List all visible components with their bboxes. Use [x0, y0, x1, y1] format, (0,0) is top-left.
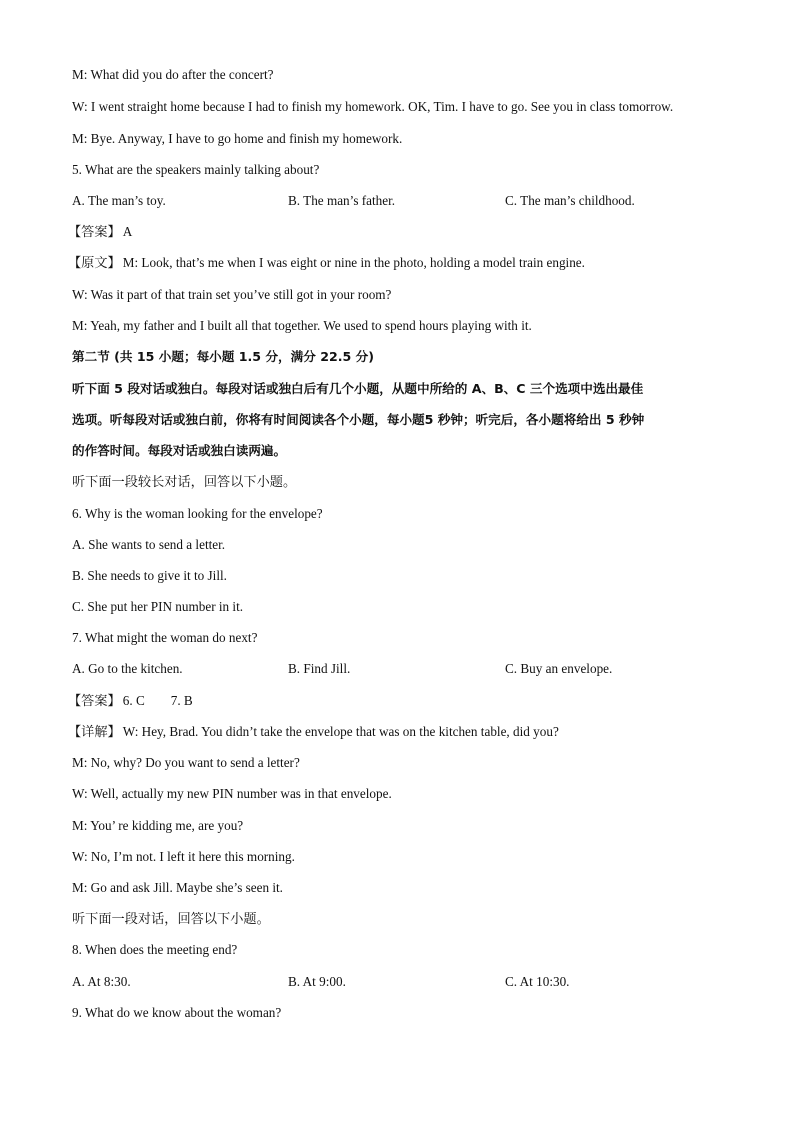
option-8b: B. At 9:00. [288, 974, 346, 989]
instruction-line: 选项。听每段对话或独白前，你将有时间阅读各个小题，每小题5 秒钟；听完后，各小题将给出 5 秒钟 [72, 412, 645, 427]
instruction-line: 的作答时间。每段对话或独白读两遍。 [72, 443, 287, 458]
question-7: 7. What might the woman do next? [72, 630, 258, 645]
answer-7: 7. B [170, 693, 193, 708]
option-8c: C. At 10:30. [505, 974, 570, 989]
option-7a: A. Go to the kitchen. [72, 661, 183, 676]
dialogue-line: M: Bye. Anyway, I have to go home and finish my homework. [72, 131, 403, 146]
detail-line: W: Hey, Brad. You didn’t take the envelope that was on the kitchen table, did you? [122, 724, 559, 739]
listening-prompt: 听下面一段较长对话，回答以下小题。 [72, 474, 297, 489]
instruction-line: 听下面 5 段对话或独白。每段对话或独白后有几个小题，从题中所给的 A、B、C 三个选项中选出最佳 [72, 381, 644, 396]
answer-label: 【答案】 [68, 693, 121, 708]
detail-text [68, 724, 559, 740]
section-heading: 第二节 (共 15 小题；每小题 1.5 分，满分 22.5 分) [72, 349, 375, 364]
option-5a: A. The man’s toy. [72, 193, 166, 208]
option-6b: B. She needs to give it to Jill. [72, 568, 227, 583]
question-8: 8. When does the meeting end? [72, 942, 238, 957]
dialogue-line: M: Go and ask Jill. Maybe she’s seen it. [72, 880, 283, 895]
dialogue-line: M: You’ re kidding me, are you? [72, 818, 244, 833]
listening-prompt: 听下面一段对话，回答以下小题。 [72, 911, 270, 926]
question-9: 9. What do we know about the woman? [72, 1005, 282, 1020]
option-8a: A. At 8:30. [72, 974, 131, 989]
dialogue-line: M: What did you do after the concert? [72, 67, 274, 82]
dialogue-line: M: Yeah, my father and I built all that together. We used to spend hours playing with it. [72, 318, 532, 333]
option-7c: C. Buy an envelope. [505, 661, 613, 676]
original-text [68, 255, 585, 271]
question-5: 5. What are the speakers mainly talking about? [72, 162, 320, 177]
dialogue-line: W: Was it part of that train set you’ve still got in your room? [72, 287, 392, 302]
answer-value: A [122, 224, 133, 239]
option-6c: C. She put her PIN number in it. [72, 599, 244, 614]
detail-label: 【详解】 [68, 724, 121, 739]
dialogue-line: W: I went straight home because I had to finish my homework. OK, Tim. I have to go. See you in class tomorrow. [72, 99, 674, 114]
original-line: M: Look, that’s me when I was eight or nine in the photo, holding a model train engine. [122, 255, 585, 270]
answer-5 [68, 224, 132, 240]
dialogue-line: W: No, I’m not. I left it here this morning. [72, 849, 295, 864]
option-7b: B. Find Jill. [288, 661, 351, 676]
option-6a: A. She wants to send a letter. [72, 537, 226, 552]
option-5b: B. The man’s father. [288, 193, 396, 208]
dialogue-line: W: Well, actually my new PIN number was in that envelope. [72, 786, 392, 801]
answer-6-7 [68, 693, 193, 709]
answer-6: 6. C [122, 693, 145, 708]
dialogue-line: M: No, why? Do you want to send a letter? [72, 755, 300, 770]
option-5c: C. The man’s childhood. [505, 193, 635, 208]
answer-label: 【答案】 [68, 224, 121, 239]
original-label: 【原文】 [68, 255, 121, 270]
question-6: 6. Why is the woman looking for the envelope? [72, 506, 323, 521]
